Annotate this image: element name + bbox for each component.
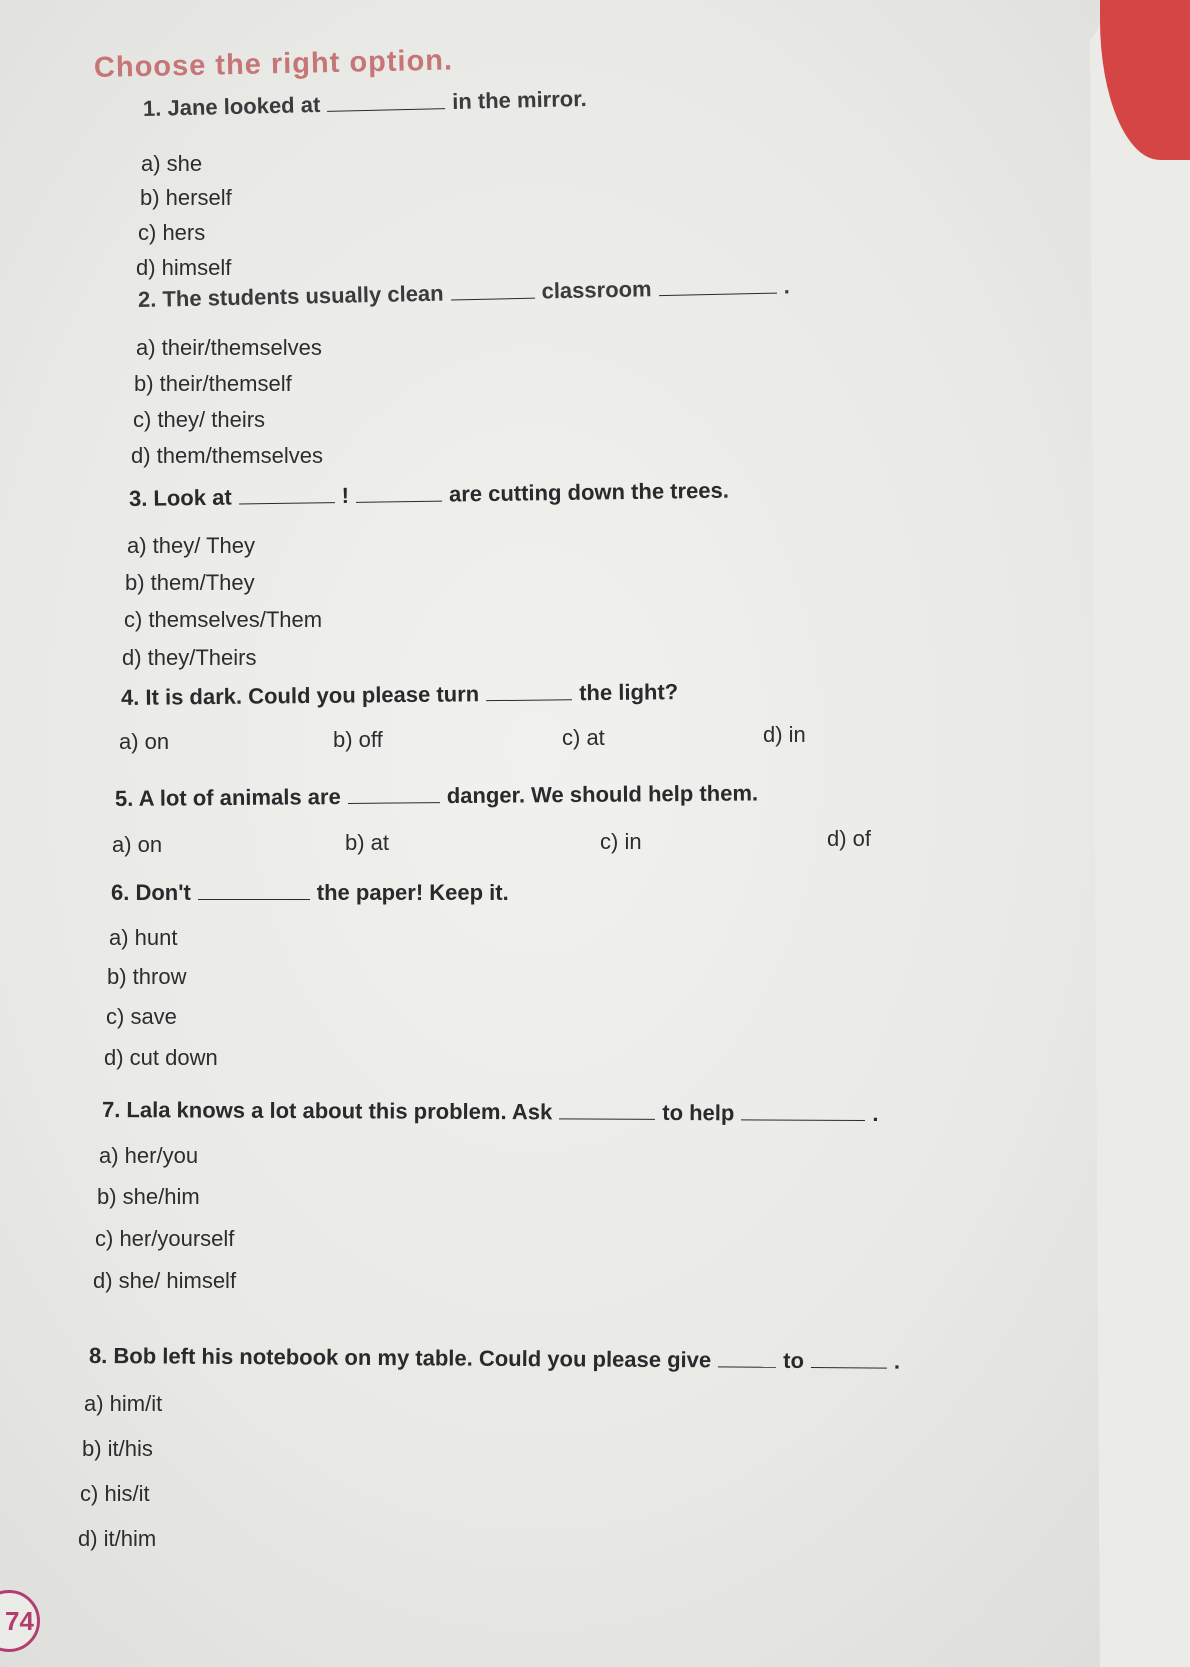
question-6-text-a: 6. Don't (111, 880, 191, 905)
option-4a[interactable]: a) on (119, 729, 170, 754)
question-3-text-c: are cutting down the trees. (448, 477, 730, 507)
option-7c[interactable]: c) her/yourself (95, 1226, 235, 1251)
answer-blank[interactable] (327, 108, 445, 112)
question-4-text-a: 4. It is dark. Could you please turn (120, 681, 480, 710)
question-6-text-b: the paper! Keep it. (316, 880, 509, 905)
answer-blank[interactable] (811, 1367, 887, 1369)
question-8-text-b: to (783, 1347, 805, 1373)
corner-decoration (1100, 0, 1190, 160)
option-7a[interactable]: a) her/you (99, 1143, 199, 1168)
question-7-text-b: to help (662, 1099, 735, 1126)
option-3a[interactable]: a) they/ They (127, 533, 255, 558)
question-7-text-a: 7. Lala knows a lot about this problem. Ask (101, 1097, 553, 1125)
option-5c[interactable]: c) in (600, 829, 642, 854)
answer-blank[interactable] (356, 501, 442, 503)
question-3-text-a: 3. Look at (128, 484, 232, 511)
answer-blank[interactable] (559, 1118, 655, 1120)
option-6c[interactable]: c) save (106, 1004, 177, 1029)
option-4c[interactable]: c) at (562, 725, 605, 750)
option-2d[interactable]: d) them/themselves (131, 443, 323, 468)
answer-blank[interactable] (741, 1119, 865, 1121)
option-8c[interactable]: c) his/it (80, 1481, 150, 1506)
question-8-text-c: . (893, 1348, 901, 1374)
option-1b[interactable]: b) herself (140, 185, 232, 210)
question-2-text-b: classroom (541, 276, 652, 304)
answer-blank[interactable] (659, 293, 777, 296)
page-number: 74 (5, 1606, 34, 1636)
question-2-text-c: . (783, 273, 790, 299)
question-2-text-a: 2. The students usually clean (137, 280, 444, 312)
option-6b[interactable]: b) throw (107, 964, 187, 989)
option-7b[interactable]: b) she/him (97, 1184, 200, 1209)
option-8b[interactable]: b) it/his (82, 1436, 153, 1461)
answer-blank[interactable] (486, 699, 572, 701)
question-5-text-b: danger. We should help them. (446, 780, 759, 809)
question-1-text-b: in the mirror. (451, 85, 587, 114)
option-7d[interactable]: d) she/ himself (93, 1268, 237, 1293)
question-8-text-a: 8. Bob left his notebook on my table. Could you please give (88, 1343, 712, 1373)
option-1a[interactable]: a) she (141, 151, 203, 176)
option-3d[interactable]: d) they/Theirs (122, 645, 257, 670)
option-3c[interactable]: c) themselves/Them (124, 607, 323, 632)
option-3b[interactable]: b) them/They (125, 570, 255, 595)
answer-blank[interactable] (718, 1366, 776, 1367)
option-4d[interactable]: d) in (763, 722, 806, 747)
option-5b[interactable]: b) at (345, 830, 390, 855)
option-1c[interactable]: c) hers (138, 220, 206, 245)
option-5d[interactable]: d) of (827, 826, 872, 851)
option-5a[interactable]: a) on (112, 832, 163, 857)
option-6a[interactable]: a) hunt (109, 925, 178, 950)
exercise-title: Choose the right option. (93, 44, 454, 84)
option-6d[interactable]: d) cut down (104, 1045, 218, 1070)
option-8d[interactable]: d) it/him (78, 1526, 157, 1551)
answer-blank[interactable] (198, 899, 310, 900)
option-2a[interactable]: a) their/themselves (136, 335, 322, 360)
answer-blank[interactable] (451, 298, 535, 301)
answer-blank[interactable] (239, 502, 335, 504)
question-3-text-b: ! (341, 482, 350, 509)
question-1-text-a: 1. Jane looked at (142, 91, 321, 121)
question-6 (111, 880, 509, 906)
option-8a[interactable]: a) him/it (84, 1391, 163, 1416)
answer-blank[interactable] (348, 802, 440, 804)
option-4b[interactable]: b) off (333, 727, 383, 752)
option-2c[interactable]: c) they/ theirs (133, 407, 266, 432)
question-4-text-b: the light? (579, 679, 679, 706)
option-2b[interactable]: b) their/themself (134, 371, 292, 396)
question-7-text-c: . (872, 1101, 879, 1127)
option-1d[interactable]: d) himself (136, 255, 232, 280)
question-5-text-a: 5. A lot of animals are (114, 784, 341, 811)
question-7 (102, 1097, 879, 1127)
